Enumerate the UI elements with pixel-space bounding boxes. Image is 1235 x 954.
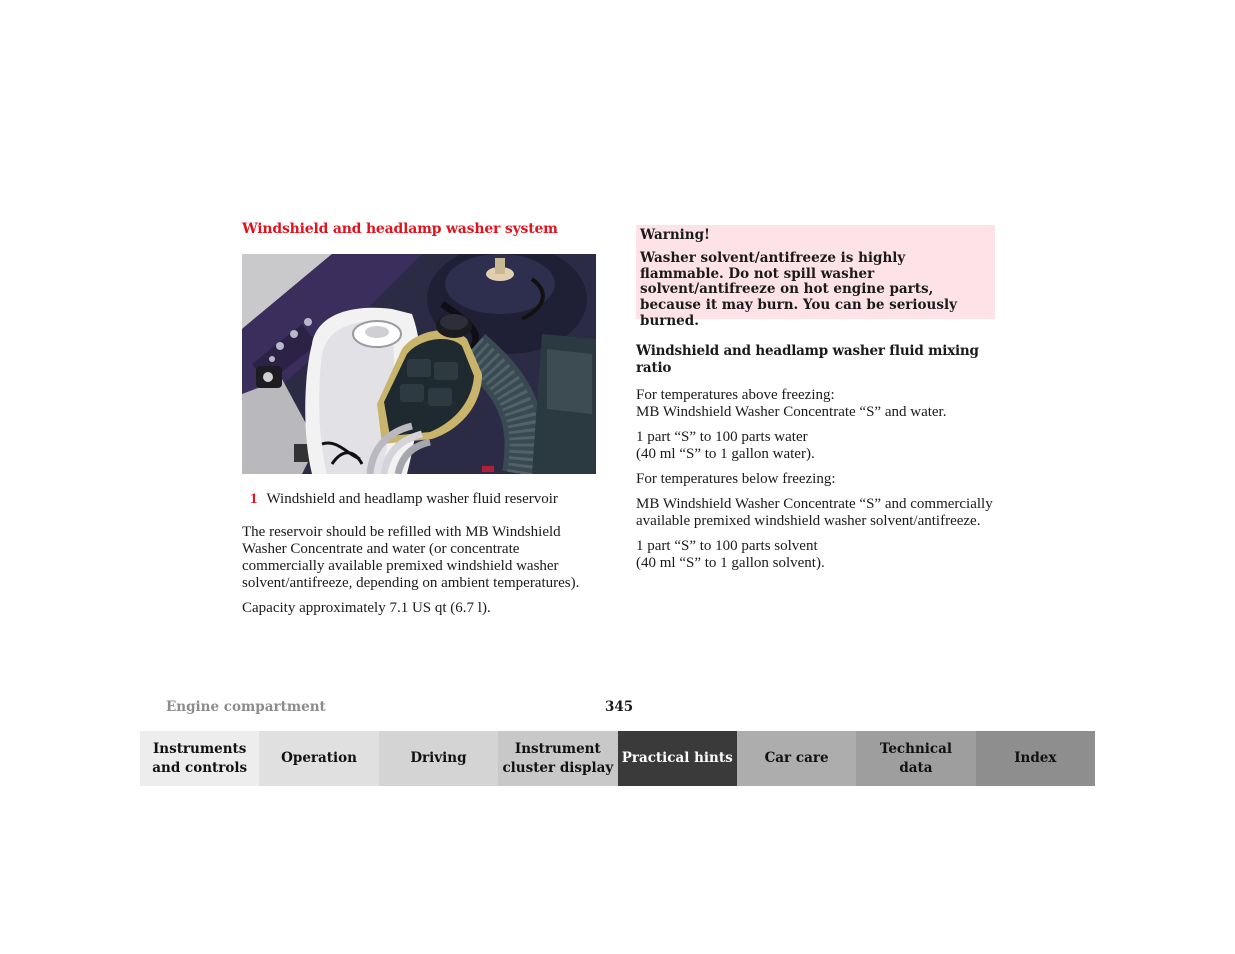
- below-freezing: For temperatures below freezing:: [636, 471, 836, 487]
- nav-tab-operation[interactable]: Operation: [259, 731, 378, 786]
- nav-tab-instrument-cluster-display[interactable]: Instrument cluster display: [498, 731, 617, 786]
- left-column-text: [242, 524, 597, 625]
- engine-compartment-illustration: [242, 254, 596, 474]
- mixing-heading: Windshield and headlamp washer fluid mixing ratio: [636, 343, 979, 376]
- chapter-navigation: [140, 731, 1095, 786]
- nav-tab-instruments-and-controls[interactable]: Instruments and controls: [140, 731, 259, 786]
- above-freezing-line2: MB Windshield Washer Concentrate “S” and water.: [636, 404, 947, 420]
- refill-paragraph: The reservoir should be refilled with MB Windshield Washer Concentrate and water (or concentrate commercially available premixed windshield washer solvent/antifreeze, depending on ambient temperatures).: [242, 524, 580, 591]
- warning-title: Warning!: [640, 227, 710, 243]
- above-freezing: [636, 387, 1001, 421]
- warning-text: Washer solvent/antifreeze is highly flammable. Do not spill washer solvent/antifreeze on hot engine parts, because it may burn. You can be seriously burned.: [640, 249, 957, 329]
- callout-text: Windshield and headlamp washer fluid reservoir: [266, 491, 558, 507]
- callout-number: 1: [250, 491, 258, 507]
- ratio-solvent-line1: 1 part “S” to 100 parts solvent: [636, 538, 818, 554]
- nav-tab-practical-hints[interactable]: Practical hints: [618, 731, 737, 786]
- section-title: Windshield and headlamp washer system: [242, 221, 558, 237]
- ratio-water-line1: 1 part “S” to 100 parts water: [636, 429, 808, 445]
- nav-tab-index[interactable]: Index: [976, 731, 1095, 786]
- warning-box: [636, 225, 995, 329]
- nav-tab-technical-data[interactable]: Technical data: [856, 731, 975, 786]
- nav-tab-driving[interactable]: Driving: [379, 731, 498, 786]
- nav-tab-car-care[interactable]: Car care: [737, 731, 856, 786]
- ratio-solvent-line2: (40 ml “S” to 1 gallon solvent).: [636, 555, 825, 571]
- ratio-solvent: [636, 538, 1001, 572]
- ratio-water-line2: (40 ml “S” to 1 gallon water).: [636, 446, 815, 462]
- mixing-ratio-section: [636, 343, 1001, 580]
- page-number: 345: [605, 699, 634, 715]
- footer-section-name: Engine compartment: [166, 699, 326, 715]
- capacity-paragraph: Capacity approximately 7.1 US qt (6.7 l).: [242, 600, 491, 616]
- above-freezing-line1: For temperatures above freezing:: [636, 387, 835, 403]
- figure-caption: [250, 491, 558, 508]
- below-freezing-detail: MB Windshield Washer Concentrate “S” and commercially available premixed windshield washer solvent/antifreeze.: [636, 496, 993, 529]
- ratio-water: [636, 429, 1001, 463]
